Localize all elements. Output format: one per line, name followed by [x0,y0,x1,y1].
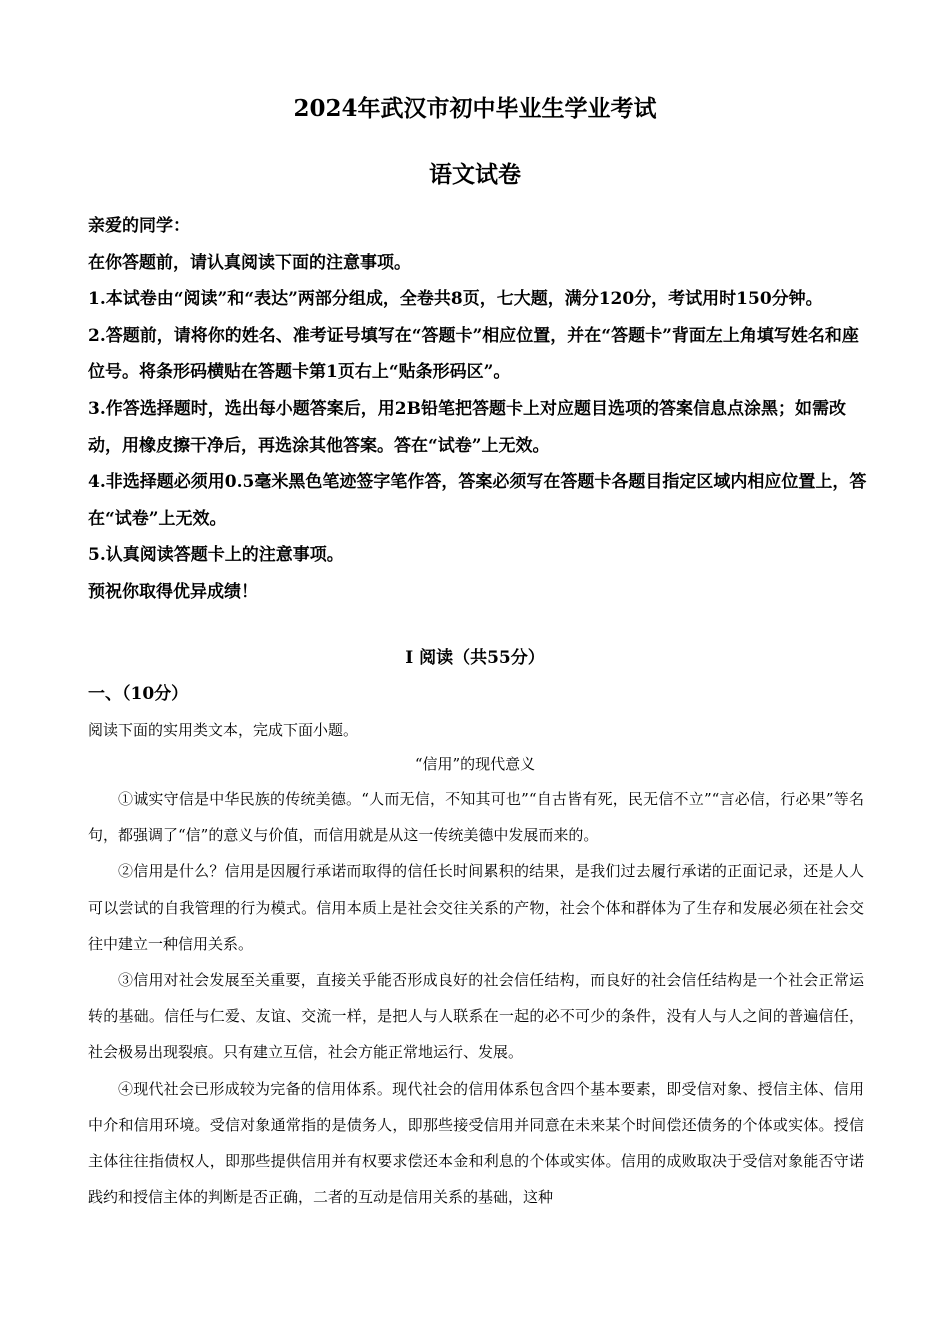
notice-item: 4.非选择题必须用0.5毫米黑色笔迹签字笔作答，答案必须写在答题卡各题目指定区域内相应位置上，答在“试卷”上无效。 [88,472,867,529]
exam-subtitle: 语文试卷 [429,161,521,188]
notice-item: 5.认真阅读答题卡上的注意事项。 [88,545,344,566]
article-paragraph: ①诚实守信是中华民族的传统美德。“人而无信，不知其可也”“自古皆有死，民无信不立”“言必信，行必果”等名句，都强调了“信”的意义与价值，而信用就是从这一传统美德中发展而来的。 [88,790,864,845]
article-title: “信用”的现代意义 [414,755,536,773]
notice-closing: 预祝你取得优异成绩！ [88,581,258,602]
section-title: I 阅读（共55分） [405,648,545,668]
article-paragraph: ④现代社会已形成较为完备的信用体系。现代社会的信用体系包含四个基本要素，即受信对象、授信主体、信用中介和信用环境。受信对象通常指的是债务人，即那些接受信用并同意在未来某个时间偿还债务的个体或实体。授信主体往往指债权人，即那些提供信用并有权要求偿还本金和利息的个体或实体。信用的成败取决于受信对象能否守诺践约和授信主体的判断是否正确，二者的互动是信用关系的基础，这种 [88,1079,864,1207]
notice-greeting: 亲爱的同学： [88,216,190,236]
notice-item: 3.作答选择题时，选出每小题答案后，用2B铅笔把答题卡上对应题目选项的答案信息点涂黑；如需改动，用橡皮擦干净后，再选涂其他答案。答在“试卷”上无效。 [88,398,846,456]
part-title: 一、（10分） [88,684,189,704]
article-body [88,781,864,1215]
article-paragraph: ②信用是什么？信用是因履行承诺而取得的信任长时间累积的结果，是我们过去履行承诺的正面记录，还是人人可以尝试的自我管理的行为模式。信用本质上是社会交往关系的产物，社会个体和群体为了生存和发展必须在社会交往中建立一种信用关系。 [88,862,864,953]
article-paragraph: ③信用对社会发展至关重要，直接关乎能否形成良好的社会信任结构，而良好的社会信任结构是一个社会正常运转的基础。信任与仁爱、友谊、交流一样，是把人与人联系在一起的必不可少的条件，没有人与人之间的普遍信任，社会极易出现裂痕。只有建立互信，社会方能正常地运行、发展。 [88,971,864,1062]
exam-title: 2024年武汉市初中毕业生学业考试 [293,95,657,122]
notice-block [88,208,868,611]
notice-intro: 在你答题前，请认真阅读下面的注意事项。 [88,252,411,273]
part-instruction: 阅读下面的实用类文本，完成下面小题。 [88,721,359,739]
notice-item: 1.本试卷由“阅读”和“表达”两部分组成，全卷共8页，七大题，满分120分，考试用时150分钟。 [88,289,823,310]
notice-item: 2.答题前，请将你的姓名、准考证号填写在“答题卡”相应位置，并在“答题卡”背面左上角填写姓名和座位号。将条形码横贴在答题卡第1页右上“贴条形码区”。 [88,325,859,383]
